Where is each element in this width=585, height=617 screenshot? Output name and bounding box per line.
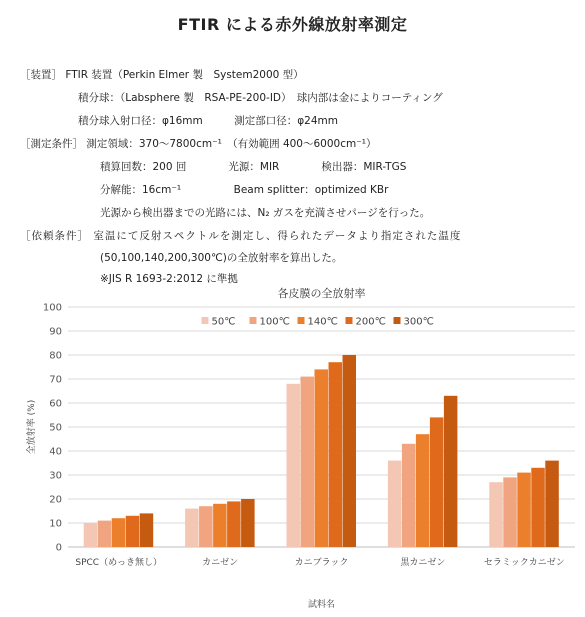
y-tick-label: 60 [49,398,62,410]
page-title: FTIR による赤外線放射率測定 [177,15,408,34]
legend-label: 300℃ [403,316,434,328]
x-axis-label: 試料名 [307,600,336,610]
bar [402,444,416,547]
bar [140,513,154,547]
category-label: 黒カニゼン [400,558,446,568]
bar [112,518,126,547]
bar [503,477,517,547]
y-tick-label: 10 [49,518,62,530]
scan-source-detector-line: 積算回数：200 回 光源：MIR 検出器：MIR-TGS [100,161,407,173]
bar [388,461,402,547]
category-label: SPCC（めっき無し） [75,558,163,568]
bar [241,499,255,547]
legend [202,317,434,328]
legend-swatch [202,317,209,324]
bar [185,509,199,547]
bar [545,461,559,547]
purge-line: 光源から検出器までの光路には、N₂ ガスを充満させパージを行った。 [100,207,431,219]
y-tick-label: 70 [49,374,62,386]
y-tick-label: 0 [55,542,62,554]
bar [84,523,98,547]
bar [329,362,343,547]
jis-standard-line: ※JIS R 1693-2:2012 に準拠 [100,273,238,285]
y-axis-label: 全放射率 (%) [27,399,37,455]
integrating-sphere-line: 積分球：（Labsphere 製 RSA-PE-200-ID） 球内部は金によりコーティング [78,92,443,104]
bar [430,417,444,547]
bar [287,384,301,547]
y-tick-label: 100 [42,302,62,314]
request-condition-line: ［依頼条件］ 室温にて反射スペクトルを測定し、得られたデータより指定された温度 [20,230,462,242]
aperture-line: 積分球入射口径：φ16mm 測定部口径：φ24mm [78,115,338,127]
bar [416,434,430,547]
bar [343,355,357,547]
bar [213,504,227,547]
bar [126,516,140,547]
resolution-line: 分解能：16cm⁻¹ Beam splitter：optimized KBr [100,184,389,196]
chart-area [0,285,585,617]
y-tick-label: 30 [49,470,62,482]
measurement-condition-line: ［測定条件］ 測定領域：370～7800cm⁻¹ （有効範囲 400～6000cm⁻¹） [20,138,377,150]
chart-title: 各皮膜の全放射率 [277,287,366,300]
bar [199,506,213,547]
legend-label: 100℃ [259,316,290,328]
category-label: カニブラック [294,558,349,568]
y-tick-labels [43,303,62,554]
bar [301,377,315,547]
bar [531,468,545,547]
bar [98,521,112,547]
legend-swatch [346,317,353,324]
y-tick-label: 40 [49,446,62,458]
legend-swatch [298,317,305,324]
temperature-line: (50,100,140,200,300℃)の全放射率を算出した。 [100,252,343,264]
legend-swatch [250,317,257,324]
y-tick-label: 50 [49,422,62,434]
device-line: ［装置］ FTIR 装置（Perkin Elmer 製 System2000 型） [20,69,304,81]
bar [489,482,503,547]
legend-label: 50℃ [211,316,236,328]
bar [315,369,329,547]
bar [227,501,241,547]
y-tick-label: 90 [49,326,62,338]
emissivity-bar-chart [0,285,585,617]
legend-label: 200℃ [355,316,386,328]
category-label: セラミックカニゼン [483,558,565,568]
legend-swatch [394,317,401,324]
y-tick-label: 80 [49,350,62,362]
bar [517,473,531,547]
bar [444,396,458,547]
category-labels [75,556,564,568]
y-tick-label: 20 [49,494,62,506]
legend-label: 140℃ [307,316,338,328]
category-label: カニゼン [202,558,239,568]
